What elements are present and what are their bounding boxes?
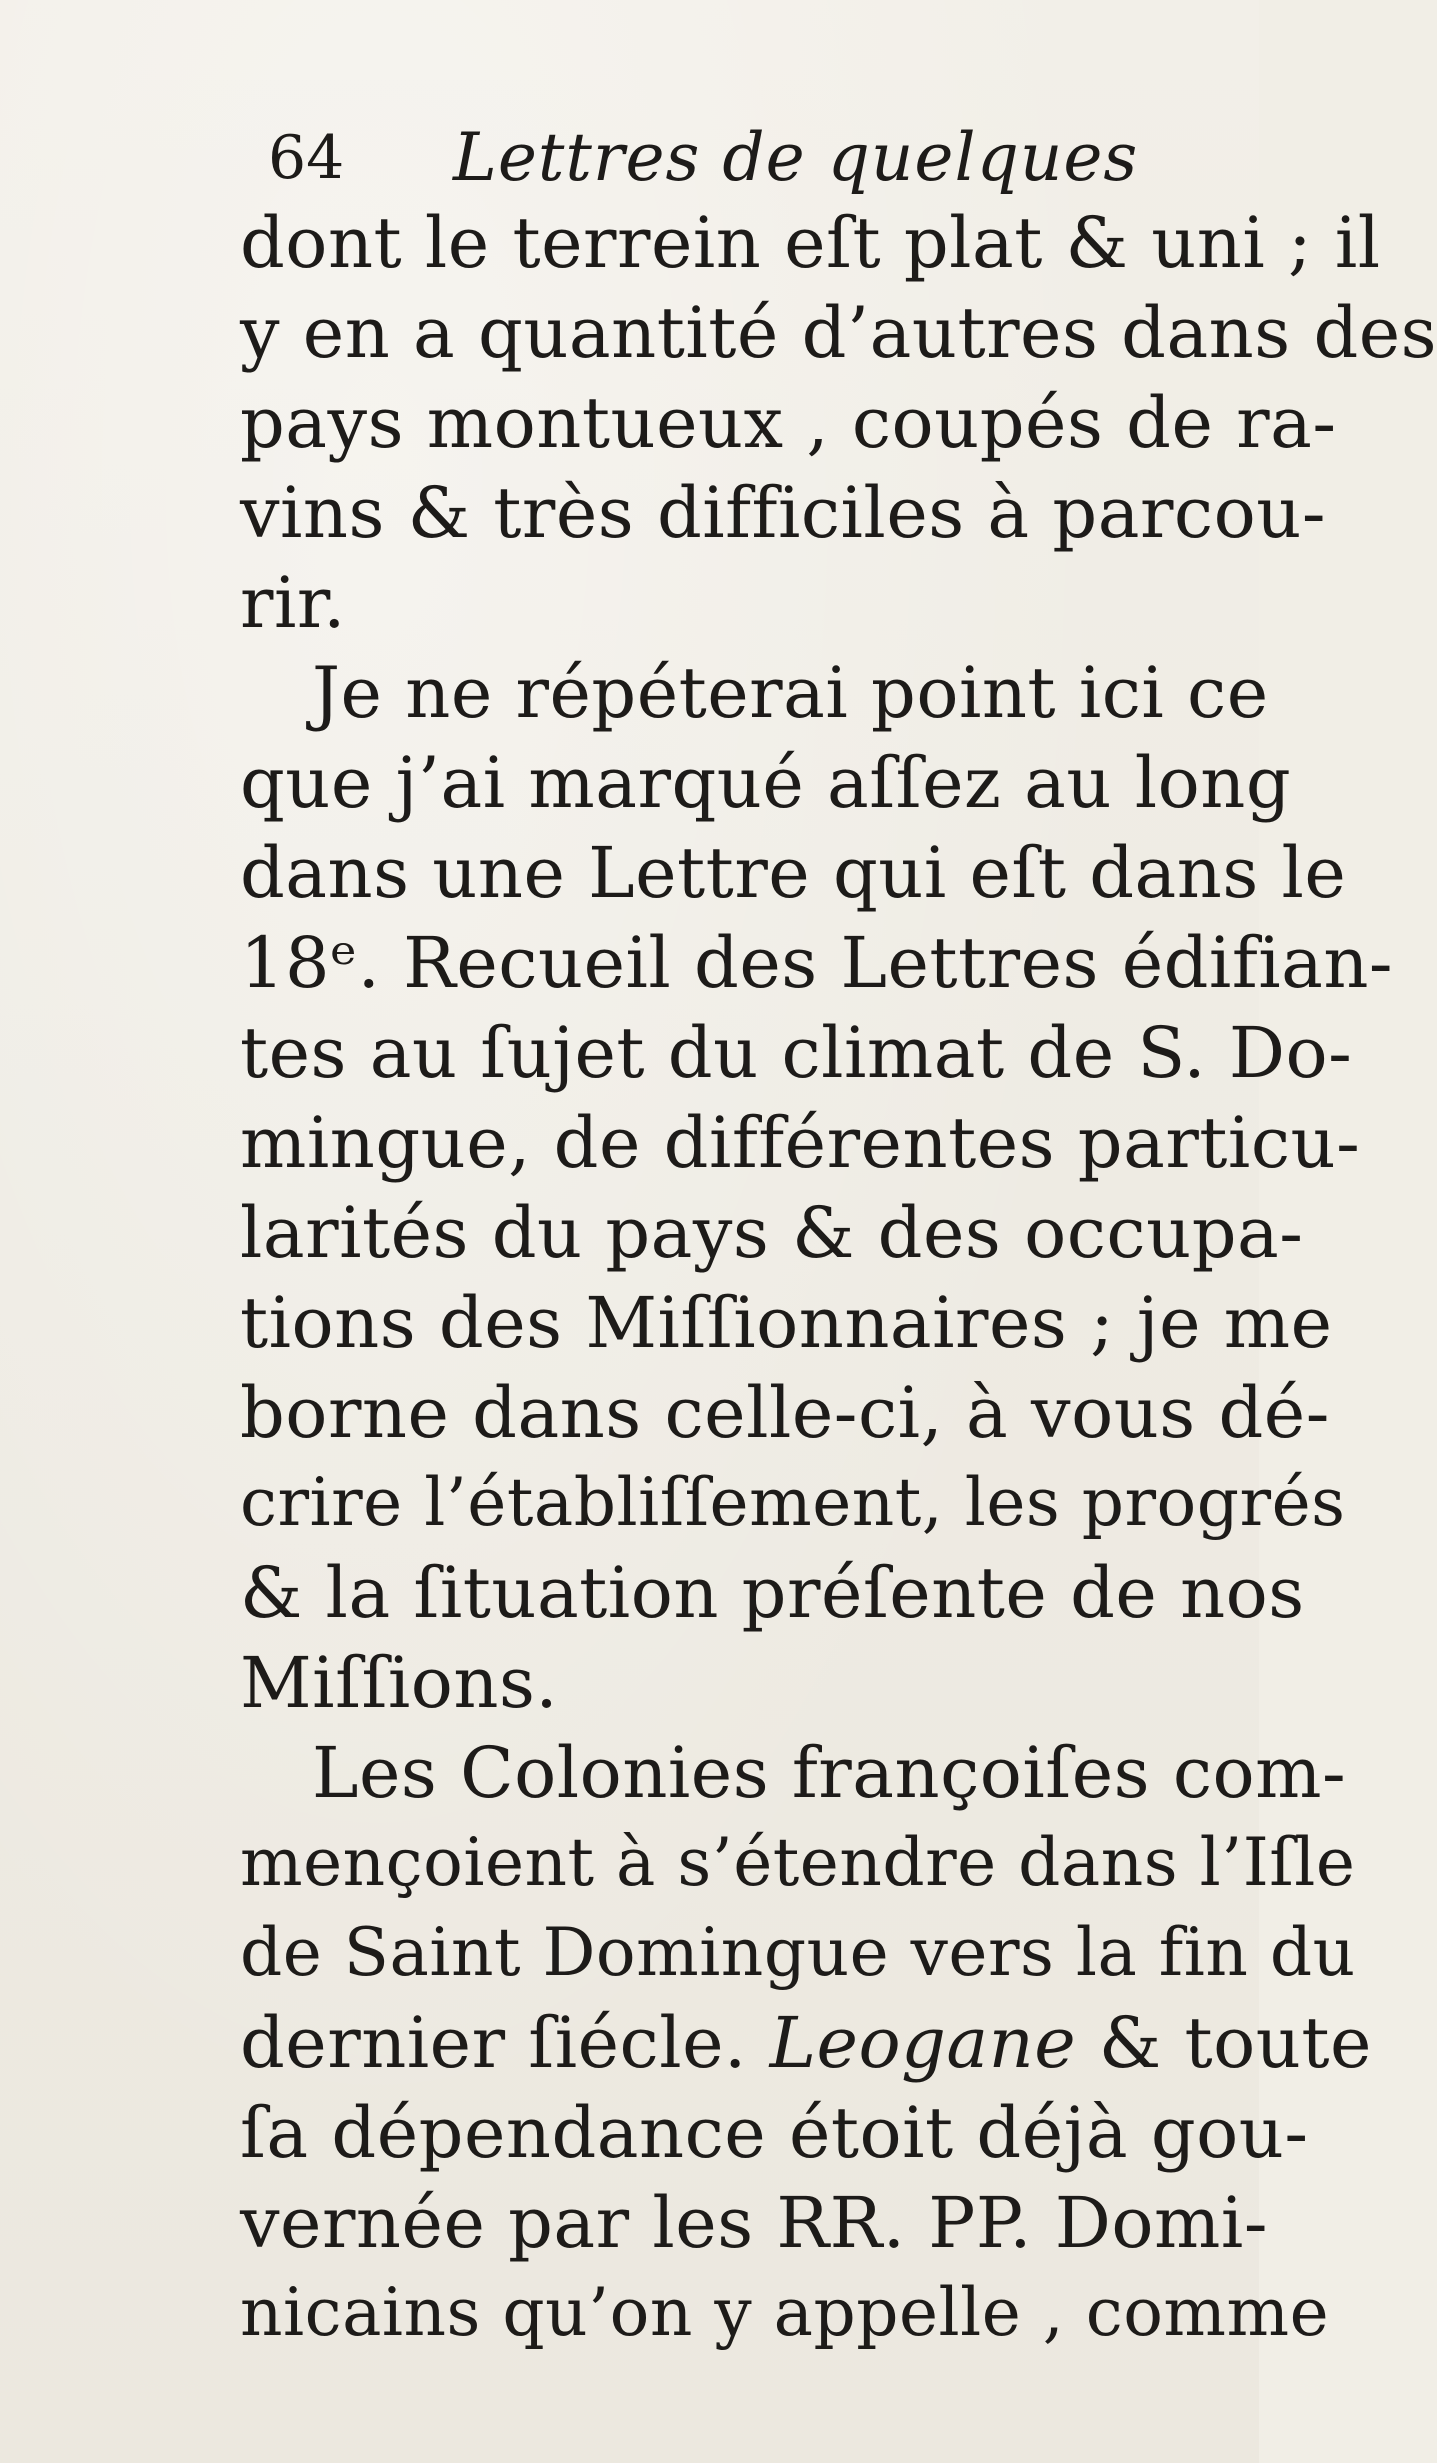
text-line: rir.	[240, 562, 346, 644]
text-line: vernée par les RR. PP. Domi-	[240, 2182, 1268, 2264]
text-line: & la ſituation préſente de nos	[240, 1552, 1305, 1634]
text-line: dont le terrein eſt plat & uni ; il	[240, 202, 1381, 284]
text-line: tes au ſujet du climat de S. Do-	[240, 1012, 1353, 1094]
text-line: y en a quantité d’autres dans des	[240, 292, 1437, 374]
running-title: Lettres de quelques	[453, 119, 1139, 196]
text-line: Les Colonies françoiſes com-	[312, 1732, 1347, 1814]
text-line: de Saint Domingue vers la fin du	[240, 1914, 1356, 1991]
text-line: pays montueux , coupés de ra-	[240, 382, 1337, 464]
text-line: crire l’établiſſement, les progrés	[240, 1464, 1346, 1541]
text-line: tions des Miſſionnaires ; je me	[240, 1282, 1333, 1364]
text-line: 18ᵉ. Recueil des Lettres édifian-	[240, 922, 1394, 1004]
text-line: ſa dépendance étoit déjà gou-	[240, 2092, 1309, 2174]
text-run: dernier ſiécle.	[240, 2002, 770, 2084]
text-line: que j’ai marqué aſſez au long	[240, 742, 1292, 824]
page-number: 64	[268, 123, 345, 193]
text-run: & toute	[1076, 2002, 1372, 2084]
text-line: larités du pays & des occupa-	[240, 1192, 1304, 1274]
text-line: borne dans celle-ci, à vous dé-	[240, 1372, 1330, 1454]
text-line: vins & très difficiles à parcou-	[240, 472, 1326, 554]
text-line: Je ne répéterai point ici ce	[312, 652, 1269, 734]
text-line: Miſſions.	[240, 1642, 559, 1724]
text-line: mingue, de différentes particu-	[240, 1102, 1361, 1184]
italic-place-name: Leogane	[769, 2002, 1077, 2084]
page-header	[268, 118, 1139, 198]
body-text	[240, 198, 1437, 2358]
text-line: mençoient à s’étendre dans l’Iſle	[240, 1824, 1356, 1901]
text-line: dans une Lettre qui eſt dans le	[240, 832, 1347, 914]
text-line-with-italic	[240, 1998, 1372, 2088]
text-line: nicains qu’on y appelle , comme	[240, 2274, 1330, 2351]
